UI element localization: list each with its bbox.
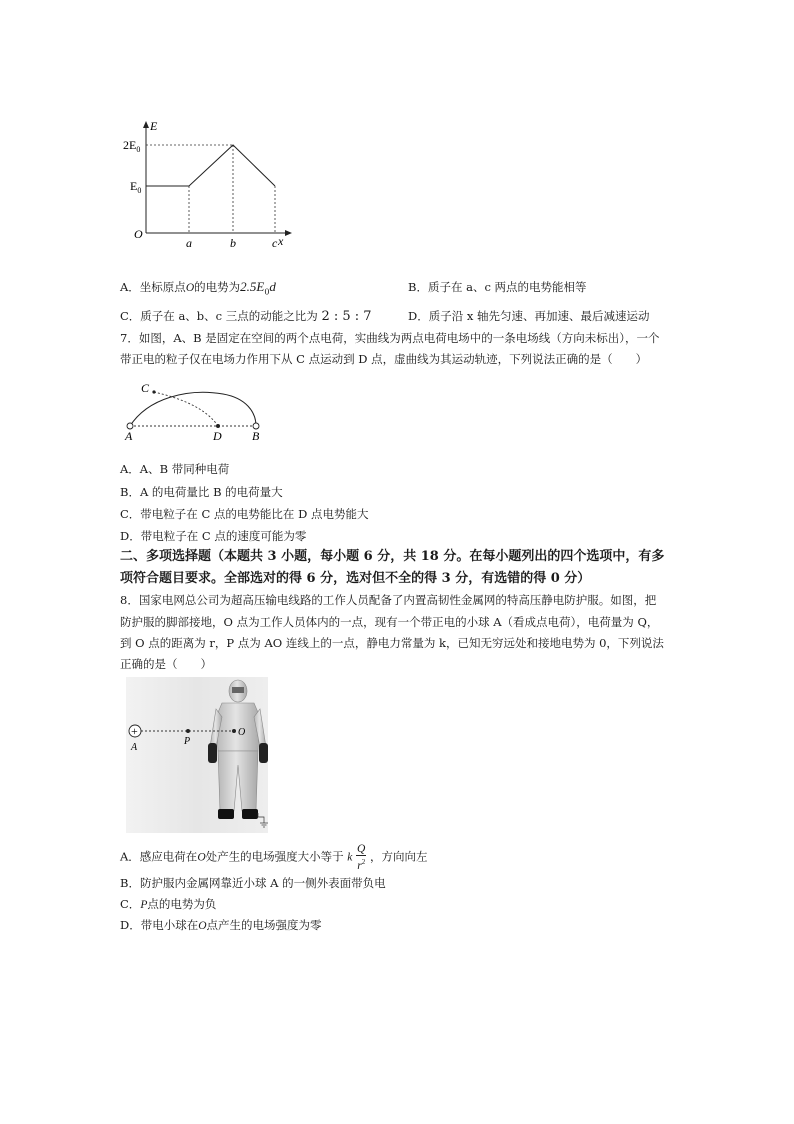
graph-tick-b: b (230, 236, 236, 250)
q8-stem-line4: 正确的是（ ） (120, 657, 212, 671)
section2-heading-line2: 项符合题目要求。全部选对的得 6 分，选对但不全的得 3 分，有选错的得 0 分） (120, 571, 591, 586)
q8-label-o: O (238, 727, 246, 738)
q8-option-b: B．防护服内金属网靠近小球 A 的一侧外表面带负电 (120, 876, 386, 890)
graph-tick-c: c (272, 236, 278, 250)
q6-option-c: C．质子在 a、b、c 三点的动能之比为 2 : 5 : 7 (120, 309, 372, 324)
worker-right-boot (242, 809, 258, 819)
worker-left-boot (218, 809, 234, 819)
q7-trajectory (154, 392, 218, 426)
q6-option-a: A．坐标原点O的电势为$2.5E_0d$ (120, 279, 276, 297)
section2-heading-line1: 二、多项选择题（本题共 3 小题，每小题 6 分，共 18 分。在每小题列出的四个选项中，有多 (120, 549, 665, 564)
q8-point-p (186, 729, 190, 733)
q8-stem-line1: 8．国家电网总公司为超高压输电线路的工作人员配备了内置高韧性金属网的特高压静电防护服。如图，把 (120, 593, 657, 607)
q8-plus-sign: + (131, 724, 138, 738)
q7-option-d: D．带电粒子在 C 点的速度可能为零 (120, 529, 307, 543)
q7-stem-line1: 7．如图，A、B 是固定在空间的两个点电荷，实曲线为两点电荷电场中的一条电场线（方向未标出），一个 (120, 331, 660, 345)
q8-option-a: A．感应电荷在O处产生的电场强度大小等于 k $\frac{Q}{r^2}$ ，方向向左 (120, 843, 428, 872)
graph-x-label: x (278, 234, 284, 248)
q8-stem-line3: 到 O 点的距离为 r，P 点为 AO 连线上的一点，静电力常量为 k，已知无穷远处和接地电势为 0，下列说法 (120, 636, 664, 650)
q7-stem-line2: 带正电的粒子仅在电场力作用下从 C 点运动到 D 点，虚曲线为其运动轨迹，下列说法正确的是（ ） (120, 352, 648, 366)
e-x-graph (120, 118, 300, 253)
graph-y-label: E (150, 119, 158, 133)
graph-origin-label: O (134, 227, 143, 241)
q8-label-a: A (131, 742, 138, 753)
q7-option-a: A．A、B 带同种电荷 (120, 462, 230, 476)
q7-label-d: D (213, 429, 222, 443)
q7-label-a: A (125, 429, 133, 443)
graph-curve (146, 145, 275, 186)
q8-figure (126, 677, 268, 833)
q7-point-c (152, 390, 155, 393)
q7-point-d (216, 424, 220, 428)
q8-label-p: P (184, 736, 191, 747)
q7-label-b: B (252, 429, 260, 443)
q7-label-c: C (141, 381, 150, 395)
q7-option-c: C．带电粒子在 C 点的电势能比在 D 点电势能大 (120, 507, 369, 521)
q6-option-d: D．质子沿 x 轴先匀速、再加速、最后减速运动 (408, 309, 650, 323)
graph-x-arrow (285, 230, 292, 236)
q8-fraction: $\frac{Q}{r^2}$ (357, 843, 366, 872)
q6-option-b: B．质子在 a、c 两点的电势能相等 (408, 280, 587, 294)
q8-point-o (232, 729, 236, 733)
q8-stem-line2: 防护服的脚部接地，O 点为工作人员体内的一点，现有一个带正电的小球 A（看成点电荷），电荷量为 Q， (120, 615, 659, 629)
graph-tick-a: a (186, 236, 192, 250)
graph-tick-e0: $E_0$ (130, 179, 142, 195)
q8-option-d: D．带电小球在O点产生的电场强度为零 (120, 918, 322, 932)
graph-y-arrow (143, 121, 149, 128)
q8-option-c: C．P点的电势为负 (120, 897, 217, 911)
graph-tick-2e0: $2E_0$ (123, 138, 141, 154)
q7-figure (118, 378, 273, 443)
worker-right-glove (259, 743, 268, 763)
q7-option-b: B．A 的电荷量比 B 的电荷量大 (120, 485, 283, 499)
q7-field-line (130, 392, 256, 426)
worker-left-glove (208, 743, 217, 763)
